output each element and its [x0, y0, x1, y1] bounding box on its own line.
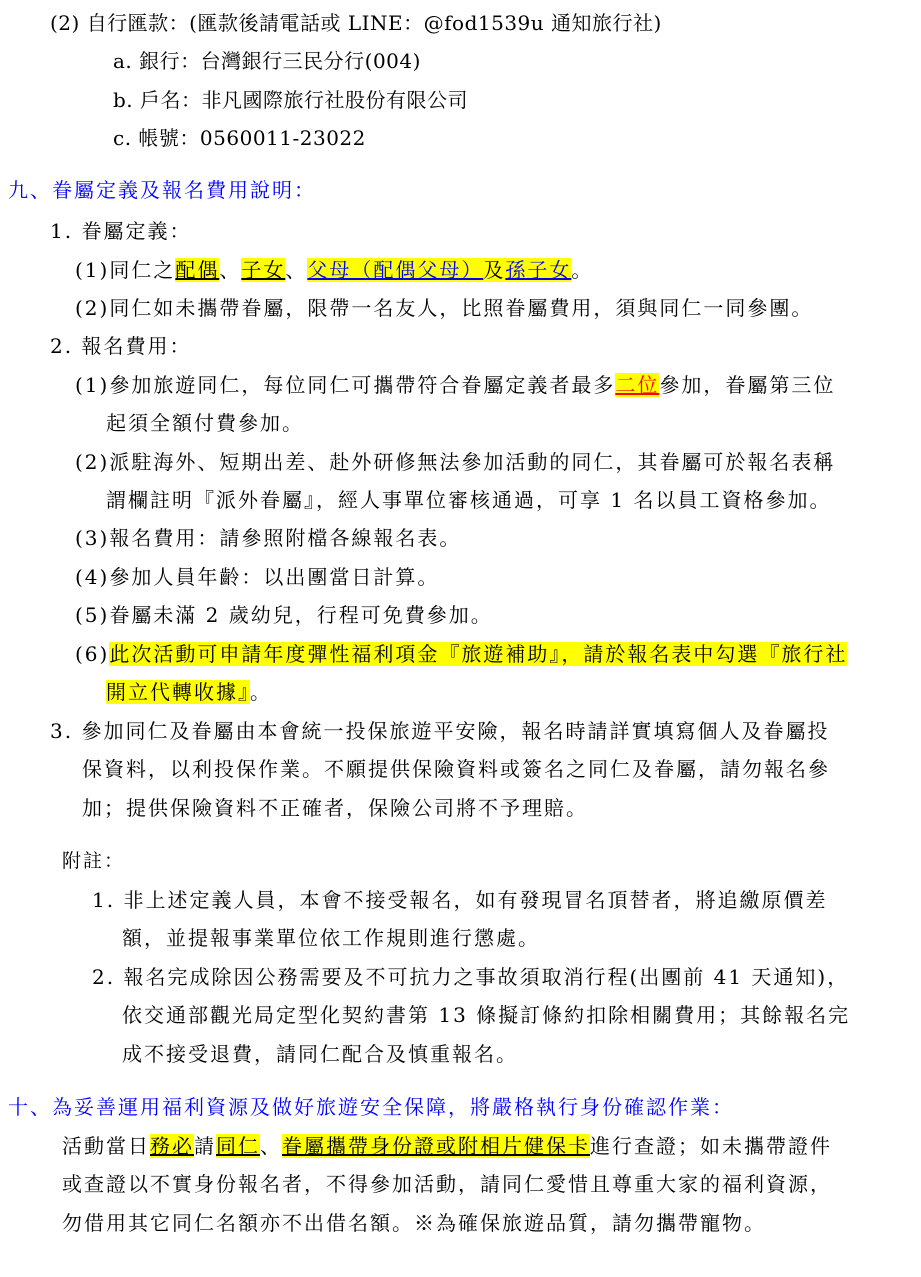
- remit-title: (2) 自行匯款：(匯款後請電話或 LINE：@fod1539u 通知旅行社): [50, 11, 662, 35]
- def-item-2: (2)同仁如未攜帶眷屬，限帶一名友人，比照眷屬費用，須與同仁一同參團。: [75, 296, 814, 320]
- note-item-1: 1. 非上述定義人員，本會不接受報名，如有發現冒名頂替者，將追繳原價差: [92, 888, 828, 912]
- fee-title: 2. 報名費用：: [50, 334, 192, 358]
- p1-c: 進行查證；如未攜帶證件: [590, 1134, 832, 1158]
- def1-and: 及: [483, 258, 506, 282]
- def1-spouse: 配偶: [175, 258, 220, 282]
- section9-heading: 九、眷屬定義及報名費用說明：: [8, 178, 316, 202]
- def1-parents: 父母（配偶父母）: [307, 258, 484, 282]
- remit-bank: a. 銀行：台灣銀行三民分行(004): [113, 49, 421, 73]
- p1-must: 務必: [150, 1134, 194, 1158]
- p1-family-id: 眷屬攜帶身份證或附相片健保卡: [282, 1134, 590, 1158]
- p1-colleague: 同仁: [216, 1134, 260, 1158]
- insurance-item-cont-2: 加；提供保險資料不正確者，保險公司將不予理賠。: [82, 796, 588, 820]
- fee-item-1: [75, 372, 835, 398]
- def1-sep1: 、: [219, 258, 242, 282]
- note-item-2: 2. 報名完成除因公務需要及不可抗力之事故須取消行程(出團前 41 天通知)，: [92, 965, 850, 989]
- def1-end: 。: [571, 258, 594, 282]
- note-item-2-cont-2: 成不接受退費，請同仁配合及慎重報名。: [122, 1042, 518, 1066]
- fee-item-3: (3)報名費用：請參照附檔各線報名表。: [75, 526, 462, 550]
- remit-account-name: b. 戶名：非凡國際旅行社股份有限公司: [113, 88, 469, 112]
- p1-b: 請: [194, 1134, 216, 1158]
- note-title: 附註：: [62, 850, 126, 872]
- fee-item-6-cont: [106, 679, 272, 705]
- def-title: 1. 眷屬定義：: [50, 219, 192, 243]
- fee-item-4: (4)參加人員年齡：以出團當日計算。: [75, 565, 440, 589]
- fee6-line2: 開立代轉收據』: [106, 680, 250, 704]
- fee6-num: (6): [75, 642, 110, 666]
- def1-sep2: 、: [285, 258, 308, 282]
- def1-prefix: (1)同仁之: [75, 258, 176, 282]
- fee1-count: 二位: [615, 373, 660, 397]
- id-check-paragraph-cont-1: 或查證以不實身份報名者，不得參加活動，請同仁愛惜且尊重大家的福利資源，: [62, 1172, 832, 1196]
- insurance-item: 3. 參加同仁及眷屬由本會統一投保旅遊平安險，報名時請詳實填寫個人及眷屬投: [50, 719, 830, 743]
- def-item-1: [75, 257, 593, 283]
- fee6-line1: 此次活動可申請年度彈性福利項金『旅遊補助』，請於報名表中勾選『旅行社: [109, 642, 848, 666]
- fee-item-5: (5)眷屬未滿 2 歲幼兒，行程可免費參加。: [75, 603, 493, 627]
- id-check-paragraph-cont-2: 勿借用其它同仁名額亦不出借名額。※為確保旅遊品質，請勿攜帶寵物。: [62, 1211, 766, 1235]
- fee1-prefix: (1)參加旅遊同仁，每位同仁可攜帶符合眷屬定義者最多: [75, 373, 616, 397]
- section10-heading: 十、為妥善運用福利資源及做好旅遊安全保障，將嚴格執行身份確認作業：: [8, 1095, 734, 1119]
- remit-account-no: c. 帳號：0560011-23022: [113, 126, 366, 150]
- def1-grandchildren: 孫子女: [505, 258, 572, 282]
- fee6-end: 。: [250, 680, 272, 704]
- def1-children: 子女: [241, 258, 286, 282]
- fee-item-1-cont: 起須全額付費參加。: [106, 411, 304, 435]
- id-check-paragraph: [62, 1133, 832, 1159]
- fee-item-6: [75, 641, 847, 667]
- note-item-1-cont: 額，並提報事業單位依工作規則進行懲處。: [122, 926, 540, 950]
- p1-sep: 、: [260, 1134, 282, 1158]
- note-item-2-cont-1: 依交通部觀光局定型化契約書第 13 條擬訂條約扣除相關費用；其餘報名完: [122, 1003, 851, 1027]
- fee-item-2-cont: 謂欄註明『派外眷屬』，經人事單位審核通過，可享 1 名以員工資格參加。: [106, 488, 832, 512]
- p1-a: 活動當日: [62, 1134, 150, 1158]
- fee-item-2: (2)派駐海外、短期出差、赴外研修無法參加活動的同仁，其眷屬可於報名表稱: [75, 450, 836, 474]
- insurance-item-cont-1: 保資料，以利投保作業。不願提供保險資料或簽名之同仁及眷屬，請勿報名參: [82, 757, 830, 781]
- fee1-suffix: 參加，眷屬第三位: [659, 373, 836, 397]
